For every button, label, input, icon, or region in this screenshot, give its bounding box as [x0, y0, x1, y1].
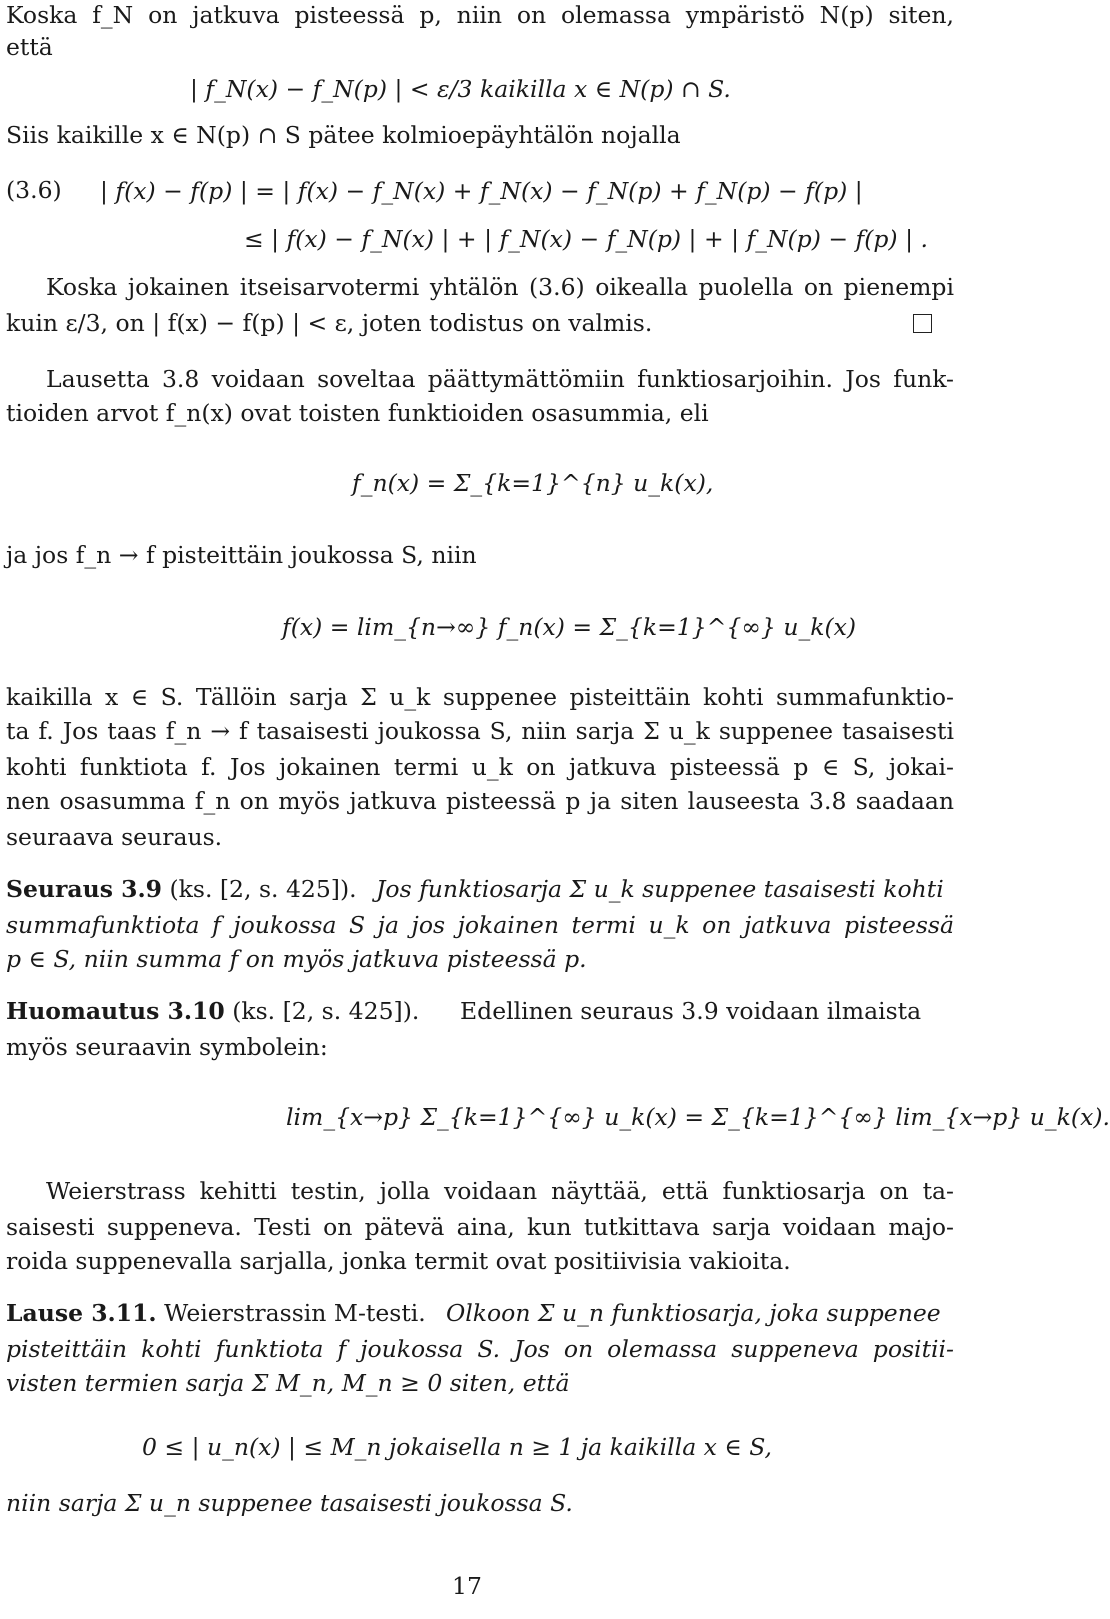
remark-reference: (ks. [2, s. 425]).: [232, 997, 420, 1025]
text-line: niin sarja Σ u_n suppenee tasaisesti joukossa S.: [6, 1489, 573, 1517]
theorem-name: Weierstrassin M-testi.: [164, 1299, 426, 1327]
corollary-title: Seuraus 3.9: [6, 875, 162, 903]
corollary-reference: (ks. [2, s. 425]).: [169, 875, 357, 903]
text-line: myös seuraavin symbolein:: [6, 1033, 328, 1061]
text-line: Jos funktiosarja Σ u_k suppenee tasaisesti kohti: [376, 875, 944, 903]
text-line: Siis kaikille x ∈ N(p) ∩ S pätee kolmioepäyhtälön nojalla: [6, 121, 681, 149]
display-equation: f(x) = lim_{n→∞} f_n(x) = Σ_{k=1}^{∞} u_k(x): [282, 613, 857, 641]
display-equation: | f_N(x) − f_N(p) | < ε/3 kaikilla x ∈ N(p) ∩ S.: [190, 75, 731, 103]
qed-symbol: [913, 314, 932, 333]
text-line: ta f. Jos taas f_n → f tasaisesti joukossa S, niin sarja Σ u_k suppenee tasaisesti: [6, 717, 954, 745]
display-equation: | f(x) − f(p) | = | f(x) − f_N(x) + f_N(x) − f_N(p) + f_N(p) − f(p) |: [100, 177, 863, 205]
text-line: roida suppenevalla sarjalla, jonka termit ovat positiivisia vakioita.: [6, 1247, 791, 1275]
remark-heading: [6, 996, 419, 1026]
text-line: Olkoon Σ u_n funktiosarja, joka suppenee: [446, 1299, 941, 1327]
text-line: p ∈ S, niin summa f on myös jatkuva pisteessä p.: [6, 945, 587, 973]
remark-title: Huomautus 3.10: [6, 997, 225, 1025]
text-line: ja jos f_n → f pisteittäin joukossa S, niin: [6, 541, 477, 569]
text-line: tioiden arvot f_n(x) ovat toisten funktioiden osasummia, eli: [6, 399, 709, 427]
text-line: Koska f_N on jatkuva pisteessä p, niin on olemassa ympäristö N(p) siten,: [6, 1, 954, 29]
display-equation: f_n(x) = Σ_{k=1}^{n} u_k(x),: [352, 469, 714, 497]
page-number: 17: [452, 1572, 482, 1600]
text-line: kuin ε/3, on | f(x) − f(p) | < ε, joten todistus on valmis.: [6, 309, 653, 337]
text-line: saisesti suppeneva. Testi on pätevä aina, kun tutkittava sarja voidaan majo-: [6, 1213, 954, 1241]
corollary-heading: [6, 874, 357, 904]
text-line: summafunktiota f joukossa S ja jos jokainen termi u_k on jatkuva pisteessä: [6, 911, 954, 939]
display-equation: lim_{x→p} Σ_{k=1}^{∞} u_k(x) = Σ_{k=1}^{∞} lim_{x→p} u_k(x).: [286, 1103, 1110, 1131]
text-line: nen osasumma f_n on myös jatkuva pisteessä p ja siten lauseesta 3.8 saadaan: [6, 787, 954, 815]
text-line: visten termien sarja Σ M_n, M_n ≥ 0 siten, että: [6, 1369, 570, 1397]
text-line: kaikilla x ∈ S. Tällöin sarja Σ u_k suppenee pisteittäin kohti summafunktio-: [6, 683, 954, 711]
text-line: Weierstrass kehitti testin, jolla voidaan näyttää, että funktiosarja on ta-: [46, 1177, 954, 1205]
equation-number: (3.6): [6, 176, 62, 204]
display-equation: ≤ | f(x) − f_N(x) | + | f_N(x) − f_N(p) | + | f_N(p) − f(p) | .: [244, 225, 928, 253]
text-line: seuraava seuraus.: [6, 823, 223, 851]
display-equation: 0 ≤ | u_n(x) | ≤ M_n jokaisella n ≥ 1 ja kaikilla x ∈ S,: [142, 1433, 773, 1461]
text-line: Koska jokainen itseisarvotermi yhtälön (3.6) oikealla puolella on pienempi: [46, 273, 954, 301]
text-line: pisteittäin kohti funktiota f joukossa S. Jos on olemassa suppeneva positii-: [6, 1335, 954, 1363]
text-line: että: [6, 33, 53, 61]
theorem-heading: [6, 1298, 426, 1328]
text-line: Edellinen seuraus 3.9 voidaan ilmaista: [460, 997, 922, 1025]
text-line: Lausetta 3.8 voidaan soveltaa päättymättömiin funktiosarjoihin. Jos funk-: [46, 365, 954, 393]
theorem-title: Lause 3.11.: [6, 1299, 157, 1327]
text-line: kohti funktiota f. Jos jokainen termi u_k on jatkuva pisteessä p ∈ S, jokai-: [6, 753, 954, 781]
